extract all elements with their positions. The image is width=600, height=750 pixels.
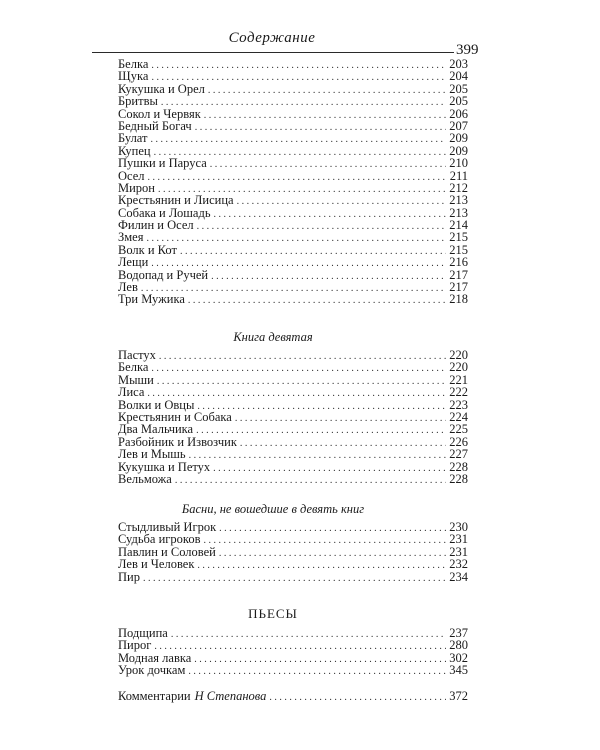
toc-entry-title: Сокол и Червяк (118, 106, 201, 121)
dot-leader (195, 122, 447, 134)
toc-entry-page: 212 (449, 180, 468, 195)
toc-entry-page: 224 (449, 409, 468, 424)
section-heading-uncollected-fables: Басни, не вошедшие в девять книг (181, 502, 365, 516)
dot-leader (214, 209, 447, 221)
toc-entry (118, 473, 468, 485)
toc-entry (118, 120, 468, 132)
dot-leader (146, 233, 446, 245)
toc-entry (118, 361, 468, 373)
dot-leader (188, 666, 446, 678)
toc-entry (118, 256, 468, 268)
dot-leader (180, 246, 446, 258)
toc-entry-commentary (118, 689, 468, 704)
toc-entry (118, 170, 468, 182)
toc-entry (118, 639, 468, 651)
toc-entry-page: 204 (449, 69, 468, 84)
toc-entry-page: 234 (449, 569, 468, 584)
toc-entry-title: Филин и Осел (118, 218, 194, 233)
toc-entry-title: Лев (118, 280, 138, 295)
toc-entry-title: Урок дочкам (118, 663, 186, 678)
toc-entry-page: 231 (449, 544, 468, 559)
toc-entry-title: Вельможа (118, 471, 172, 486)
toc-entry-page: 372 (449, 689, 468, 703)
dot-leader (151, 363, 446, 375)
toc-entry-page: 226 (449, 434, 468, 449)
toc-entry-page: 209 (449, 131, 468, 146)
toc-entry (118, 448, 468, 460)
dot-leader (143, 573, 446, 585)
dot-leader (197, 221, 447, 233)
toc-entry-title: Пир (118, 569, 140, 584)
toc-entry-title: Пирог (118, 638, 152, 653)
toc-entry (118, 349, 468, 361)
dot-leader (154, 641, 446, 653)
dot-leader (188, 295, 446, 307)
toc-entry-page: 237 (449, 626, 468, 640)
toc-entry-title: Пушки и Паруса (118, 156, 207, 171)
toc-entry-title: Купец (118, 143, 151, 158)
toc-entry-page: 217 (449, 280, 468, 295)
dot-leader (194, 654, 446, 666)
toc-entry-page: 215 (449, 242, 468, 257)
dot-leader (240, 438, 446, 450)
toc-entry (118, 70, 468, 82)
toc-entry (118, 83, 468, 95)
toc-list-book-9 (118, 349, 468, 485)
toc-entry-title: Белка (118, 360, 149, 375)
toc-entry-title: Щука (118, 69, 149, 84)
toc-entry (118, 269, 468, 281)
toc-entry-title: Пастух (118, 348, 156, 362)
running-title: Содержание (228, 30, 316, 46)
dot-leader (151, 60, 446, 72)
toc-entry-title: Лев и Человек (118, 557, 195, 572)
toc-entry-title: Крестьянин и Лисица (118, 193, 234, 208)
section-heading-book-9: Книга девятая (233, 330, 313, 344)
toc-entry-page: 302 (449, 650, 468, 665)
dot-leader (213, 463, 446, 475)
toc-entry-title: Бритвы (118, 94, 158, 109)
toc-entry-title: Бедный Богач (118, 118, 192, 133)
toc-entry (118, 194, 468, 206)
toc-entry (118, 58, 468, 70)
header-rule (92, 52, 454, 53)
toc-entry (118, 627, 468, 639)
dot-leader (159, 351, 446, 363)
toc-entry-title: Лещи (118, 255, 149, 270)
toc-entry-page: 207 (449, 118, 468, 133)
toc-entry-title: Змея (118, 230, 144, 245)
toc-entry (118, 132, 468, 144)
toc-entry-title: Осел (118, 168, 145, 183)
toc-entry-title: Кукушка и Петух (118, 459, 211, 474)
dot-leader (237, 196, 447, 208)
toc-entry-page: 209 (449, 143, 468, 158)
toc-entry-page: 232 (449, 557, 468, 572)
toc-entry-page: 214 (449, 218, 468, 233)
toc-entry-page: 223 (449, 397, 468, 412)
toc-entry-page: 205 (449, 81, 468, 96)
toc-entry-page: 228 (449, 471, 468, 486)
toc-entry (118, 533, 468, 545)
toc-entry-title: Волк и Кот (118, 242, 177, 257)
toc-entry-page: 230 (449, 520, 468, 534)
toc-entry-title: Лев и Мышь (118, 447, 186, 462)
section-heading-plays: ПЬЕСЫ (248, 606, 298, 621)
toc-entry-page: 210 (449, 156, 468, 171)
toc-entry-title: Мыши (118, 372, 154, 387)
toc-entry-page: 213 (449, 205, 468, 220)
toc-entry-title: Волки и Овцы (118, 397, 195, 412)
toc-entry (118, 386, 468, 398)
dot-leader (204, 110, 446, 122)
toc-entry-page: 215 (449, 230, 468, 245)
toc-entry-page: 203 (449, 57, 468, 71)
toc-entry-title: Разбойник и Извозчик (118, 434, 237, 449)
dot-leader (189, 450, 447, 462)
toc-entry-page: 222 (449, 385, 468, 400)
dot-leader (219, 548, 446, 560)
toc-list-fables-book-8 (118, 58, 468, 306)
toc-entry (118, 571, 468, 583)
toc-entry (118, 558, 468, 570)
toc-entry-page: 213 (449, 193, 468, 208)
dot-leader (210, 159, 446, 171)
dot-leader (151, 134, 447, 146)
toc-entry-page: 216 (449, 255, 468, 270)
toc-entry-title: Крестьянин и Собака (118, 409, 232, 424)
dot-leader (211, 271, 446, 283)
toc-entry-page: 218 (449, 292, 468, 307)
toc-entry-title: Собака и Лошадь (118, 205, 211, 220)
dot-leader (219, 523, 446, 535)
toc-entry-title: Три Мужика (118, 292, 185, 307)
toc-entry-title: Подщипа (118, 626, 168, 640)
dot-leader (197, 560, 446, 572)
toc-entry-page: 231 (449, 532, 468, 547)
toc-entry-page: 220 (449, 360, 468, 375)
toc-entry (118, 374, 468, 386)
toc-entry (118, 231, 468, 243)
page-number: 399 (456, 42, 479, 58)
toc-entry-title: Белка (118, 57, 149, 71)
toc-list-uncollected-fables (118, 521, 468, 583)
toc-entry-title: Павлин и Соловей (118, 544, 216, 559)
toc-entry-title: Модная лавка (118, 650, 192, 665)
toc-entry (118, 244, 468, 256)
toc-entry-page: 227 (449, 447, 468, 462)
dot-leader (235, 413, 446, 425)
toc-entry (118, 219, 468, 231)
dot-leader (175, 475, 446, 487)
toc-entry-page: 225 (449, 422, 468, 437)
dot-leader (204, 535, 447, 547)
toc-entry-page: 345 (449, 663, 468, 678)
commentary-editor: Н Степанова (194, 689, 267, 703)
toc-entry-page: 228 (449, 459, 468, 474)
toc-list-plays (118, 627, 468, 677)
toc-entry (118, 95, 468, 107)
toc-entry-title: Два Мальчика (118, 422, 194, 437)
toc-entry-title: Лиса (118, 385, 145, 400)
toc-entry (118, 157, 468, 169)
toc-entry-title: Кукушка и Орел (118, 81, 205, 96)
toc-entry-page: 206 (449, 106, 468, 121)
dot-leader (171, 629, 446, 641)
toc-entry-page: 221 (449, 372, 468, 387)
toc-entry-title: Комментарии (118, 689, 191, 703)
dot-leader (148, 172, 447, 184)
dot-leader (157, 376, 446, 388)
toc-entry (118, 664, 468, 676)
toc-entry (118, 293, 468, 305)
toc-entry-page: 205 (449, 94, 468, 109)
toc-entry-title: Стыдливый Игрок (118, 520, 217, 534)
toc-entry-page: 211 (449, 168, 468, 183)
toc-entry-title: Булат (118, 131, 148, 146)
toc-entry-page: 220 (449, 348, 468, 362)
toc-entry-title: Судьба игроков (118, 532, 201, 547)
toc-entry-title: Мирон (118, 180, 155, 195)
toc-entry-page: 217 (449, 267, 468, 282)
toc-entry-page: 280 (449, 638, 468, 653)
dot-leader (208, 85, 446, 97)
dot-leader (269, 692, 446, 703)
toc-entry (118, 423, 468, 435)
toc-entry-title: Водопад и Ручей (118, 267, 209, 282)
